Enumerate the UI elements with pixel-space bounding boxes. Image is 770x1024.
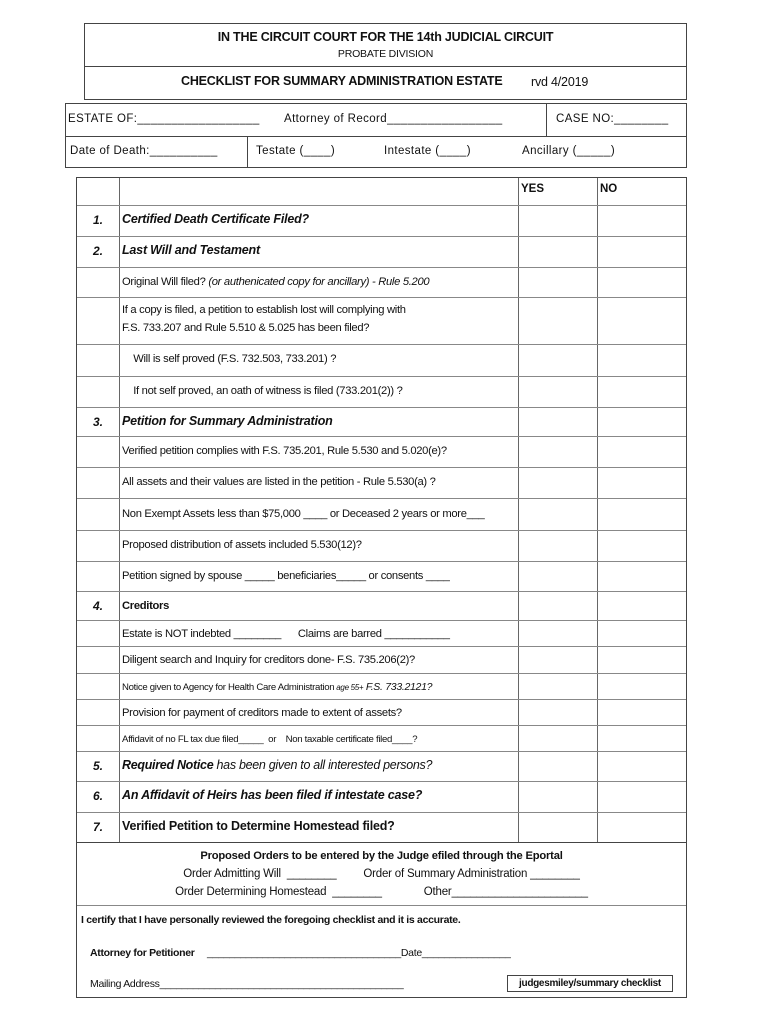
yes-column-header: YES	[521, 183, 545, 195]
testate-field[interactable]: Testate (____)	[256, 145, 336, 157]
table-row	[77, 267, 686, 268]
estate-divider-v1	[546, 104, 547, 136]
table-row	[77, 236, 686, 237]
estate-divider-v2	[247, 136, 248, 167]
orders-heading: Proposed Orders to be entered by the Judge efiled through the Eportal	[200, 850, 563, 862]
item-number: 2.	[92, 244, 103, 258]
form-header	[84, 23, 687, 100]
item-notice-ahca-statute: F.S. 733.2121?	[363, 681, 433, 693]
ancillary-field[interactable]: Ancillary (_____)	[522, 145, 616, 157]
item-number: 3.	[92, 415, 103, 429]
item-affidavit-heirs: An Affidavit of Heirs has been filed if intestate case?	[122, 788, 423, 802]
attorney-label: Attorney for Petitioner	[90, 947, 195, 959]
file-tag: judgesmiley/summary checklist	[507, 975, 673, 992]
item-homestead-petition: Verified Petition to Determine Homestead filed?	[122, 819, 395, 833]
item-affidavit-no-tax: Affidavit of no FL tax due filed_____ or Non taxable certificate filed____?	[122, 734, 418, 745]
division-name: PROBATE DIVISION	[337, 48, 434, 60]
court-name: IN THE CIRCUIT COURT FOR THE 14th JUDICIAL CIRCUIT	[217, 30, 554, 44]
table-row	[77, 530, 686, 531]
estate-of-field[interactable]: ESTATE OF:__________________	[68, 113, 260, 125]
attorney-signature-date-line[interactable]: ___________________________________Date________________	[207, 947, 511, 959]
item-estate-not-indebted: Estate is NOT indebted ________ Claims are barred ___________	[122, 628, 450, 640]
table-row	[77, 498, 686, 499]
table-row	[77, 467, 686, 468]
table-row	[77, 781, 686, 782]
table-row	[77, 725, 686, 726]
col-divider-no	[597, 178, 598, 842]
orders-line-1[interactable]: Order Admitting Will ________ Order of Summary Administration ________	[183, 868, 580, 880]
item-original-will-note: (or authenicated copy for ancillary) - Rule 5.200	[205, 276, 430, 288]
table-row	[77, 699, 686, 700]
revision-date: rvd 4/2019	[531, 75, 589, 89]
orders-line-2[interactable]: Order Determining Homestead ________ Other______________________	[175, 886, 588, 898]
table-row	[77, 561, 686, 562]
item-petition-signed: Petition signed by spouse _____ beneficiaries_____ or consents ____	[122, 570, 450, 582]
item-lost-will-line1: If a copy is filed, a petition to establish lost will complying with	[122, 304, 406, 316]
item-lost-will-line2: F.S. 733.207 and Rule 5.510 & 5.025 has been filed?	[122, 322, 370, 334]
item-oath-of-witness: If not self proved, an oath of witness is filed (733.201(2)) ?	[122, 385, 403, 397]
table-row	[77, 376, 686, 377]
item-petition-summary: Petition for Summary Administration	[122, 414, 333, 428]
item-diligent-search: Diligent search and Inquiry for creditors done- F.S. 735.206(2)?	[122, 654, 415, 666]
item-notice-ahca	[122, 679, 517, 696]
table-row	[77, 591, 686, 592]
item-required-notice-bold: Required Notice	[122, 758, 214, 772]
attorney-of-record-field[interactable]: Attorney of Record_________________	[284, 113, 503, 125]
table-row	[77, 344, 686, 345]
item-original-will	[122, 274, 517, 291]
header-divider	[85, 66, 686, 67]
item-proposed-distribution: Proposed distribution of assets included 5.530(12)?	[122, 539, 362, 551]
checklist-table	[76, 177, 687, 843]
item-self-proved: Will is self proved (F.S. 732.503, 733.201) ?	[122, 353, 337, 365]
checklist-title: CHECKLIST FOR SUMMARY ADMINISTRATION ESTATE	[181, 74, 503, 88]
table-row	[77, 646, 686, 647]
mailing-address-field[interactable]: Mailing Address____________________________________________	[90, 978, 404, 990]
item-payment-of-creditors: Provision for payment of creditors made to extent of assets?	[122, 707, 402, 719]
item-number: 4.	[92, 599, 103, 613]
certification-statement: I certify that I have personally reviewed the foregoing checklist and it is accurate.	[81, 914, 461, 926]
col-divider-yes	[518, 178, 519, 842]
item-number: 7.	[92, 820, 103, 834]
item-notice-ahca-text: Notice given to Agency for Health Care Administration	[122, 682, 335, 693]
item-original-will-text: Original Will filed?	[122, 276, 206, 288]
intestate-field[interactable]: Intestate (____)	[384, 145, 471, 157]
table-row	[77, 407, 686, 408]
case-no-field[interactable]: CASE NO:________	[556, 113, 669, 125]
item-last-will: Last Will and Testament	[122, 243, 260, 257]
item-required-notice-rest: has been given to all interested persons?	[213, 758, 433, 772]
item-non-exempt-assets: Non Exempt Assets less than $75,000 ____ or Deceased 2 years or more___	[122, 508, 485, 520]
table-row	[77, 812, 686, 813]
table-row	[77, 436, 686, 437]
table-row	[77, 620, 686, 621]
item-number: 6.	[92, 789, 103, 803]
table-row	[77, 297, 686, 298]
col-divider-num	[119, 178, 120, 842]
certification-divider	[77, 905, 686, 906]
item-verified-petition: Verified petition complies with F.S. 735.201, Rule 5.530 and 5.020(e)?	[122, 445, 447, 457]
item-number: 5.	[92, 759, 103, 773]
item-notice-ahca-age: age 55+	[334, 683, 364, 692]
orders-certification-box	[76, 843, 687, 998]
estate-divider	[66, 136, 686, 137]
item-required-notice	[122, 757, 517, 774]
no-column-header: NO	[600, 183, 618, 195]
table-row	[77, 205, 686, 206]
item-assets-listed: All assets and their values are listed in the petition - Rule 5.530(a) ?	[122, 476, 436, 488]
item-death-certificate: Certified Death Certificate Filed?	[122, 212, 309, 226]
date-of-death-field[interactable]: Date of Death:__________	[70, 145, 218, 157]
table-row	[77, 673, 686, 674]
item-creditors: Creditors	[122, 600, 170, 612]
item-number: 1.	[92, 213, 103, 227]
estate-info-box	[65, 103, 687, 168]
table-row	[77, 751, 686, 752]
